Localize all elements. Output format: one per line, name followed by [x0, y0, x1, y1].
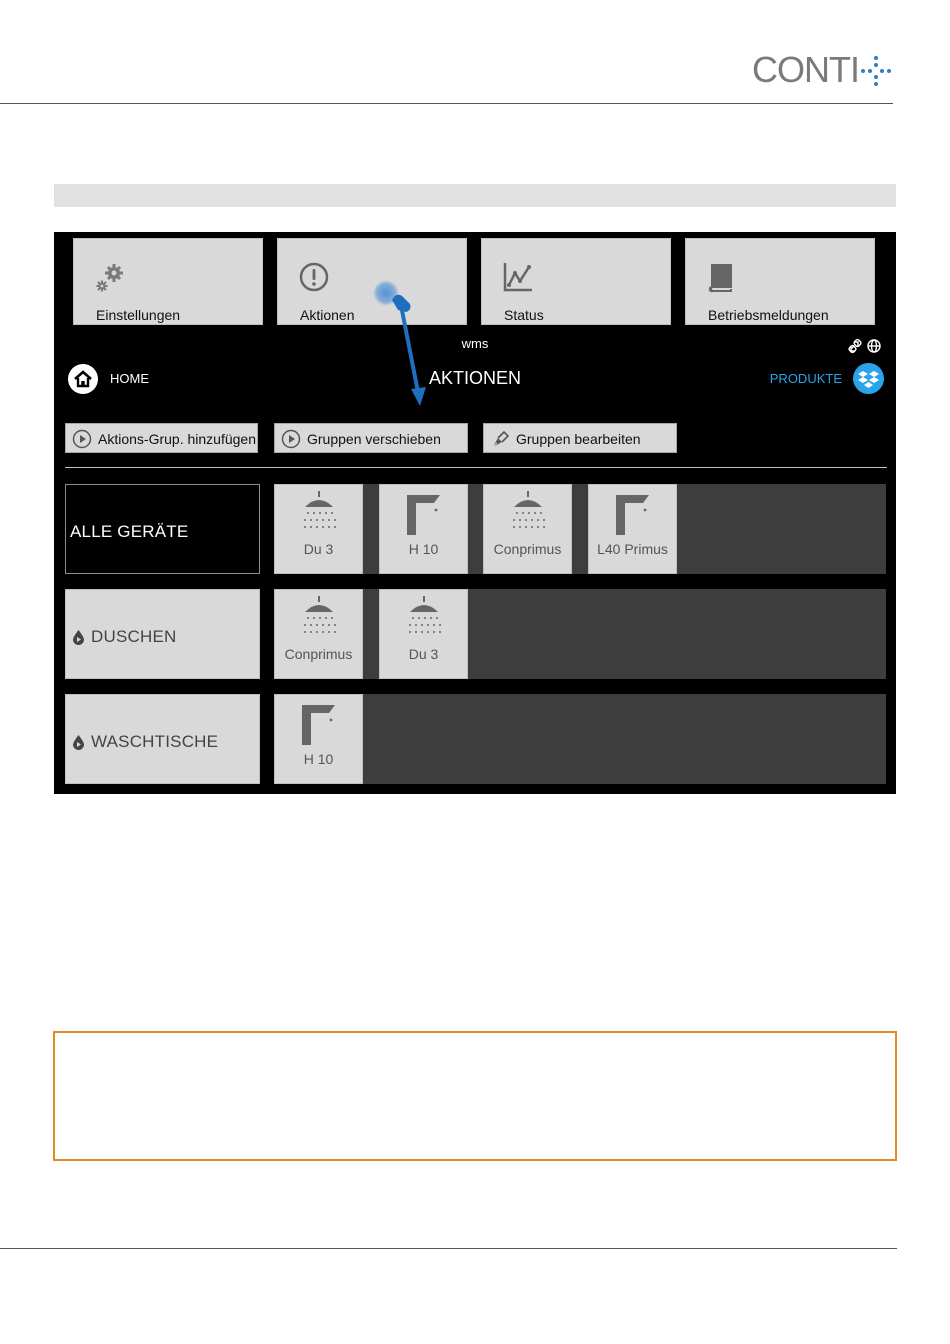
button-label: Aktions-Grup. hinzufügen — [98, 431, 256, 447]
divider — [65, 467, 887, 468]
group-label: WASCHTISCHE — [91, 732, 219, 751]
header-rule — [0, 103, 893, 104]
group-waschtische[interactable] — [65, 694, 260, 784]
logo-plus-icon — [861, 56, 891, 86]
drop-icon — [72, 629, 85, 645]
drop-icon — [72, 734, 85, 750]
group-label: ALLE GERÄTE — [70, 522, 189, 541]
book-icon — [706, 261, 738, 293]
exclamation-circle-icon — [298, 261, 330, 293]
home-label[interactable]: HOME — [110, 371, 149, 386]
device-label: L40 Primus — [597, 541, 668, 557]
nav-tile-einstellungen[interactable] — [73, 238, 263, 325]
line-chart-icon — [502, 261, 534, 293]
group-row — [274, 484, 886, 574]
group-row — [274, 694, 886, 784]
device-tile[interactable] — [379, 484, 468, 574]
conti-logo — [752, 49, 891, 90]
group-label: DUSCHEN — [91, 627, 177, 646]
pen-icon — [490, 429, 510, 449]
app-title: wms — [461, 336, 489, 351]
nav-tile-aktionen[interactable] — [277, 238, 467, 325]
nav-tile-label: Status — [504, 307, 544, 323]
device-label: Conprimus — [493, 541, 562, 557]
app-screenshot — [54, 232, 896, 794]
faucet-icon — [404, 491, 444, 535]
faucet-icon — [299, 701, 339, 745]
device-tile[interactable] — [379, 589, 468, 679]
group-alle-geraete[interactable] — [65, 484, 260, 574]
products-label[interactable]: PRODUKTE — [769, 371, 842, 386]
products-button[interactable] — [853, 363, 884, 394]
shower-icon — [299, 491, 339, 535]
nav-tile-betriebsmeldungen[interactable] — [685, 238, 875, 325]
device-tile[interactable] — [274, 484, 363, 574]
link-globe-icon[interactable] — [848, 338, 882, 354]
play-circle-icon — [281, 429, 301, 449]
device-tile[interactable] — [483, 484, 572, 574]
page-title: AKTIONEN — [428, 368, 521, 388]
device-tile[interactable] — [588, 484, 677, 574]
add-action-group-button[interactable] — [65, 423, 258, 453]
device-label: H 10 — [303, 751, 334, 767]
footer-rule — [0, 1248, 897, 1249]
group-duschen[interactable] — [65, 589, 260, 679]
nav-tile-status[interactable] — [481, 238, 671, 325]
move-groups-button[interactable] — [274, 423, 468, 453]
play-circle-icon — [72, 429, 92, 449]
nav-tile-label: Einstellungen — [96, 307, 181, 323]
gears-icon — [94, 261, 126, 293]
device-label: H 10 — [408, 541, 439, 557]
shower-icon — [508, 491, 548, 535]
group-row — [274, 589, 886, 679]
logo-text: CONTI — [752, 49, 859, 90]
nav-tile-label: Betriebsmeldungen — [708, 307, 829, 323]
button-label: Gruppen bearbeiten — [516, 431, 641, 447]
shower-icon — [404, 596, 444, 640]
device-label: Du 3 — [303, 541, 334, 557]
dropbox-icon — [853, 363, 884, 394]
note-box — [53, 1031, 897, 1161]
device-label: Conprimus — [284, 646, 353, 662]
device-tile[interactable] — [274, 589, 363, 679]
nav-tile-label: Aktionen — [300, 307, 355, 323]
device-tile[interactable] — [274, 694, 363, 784]
shower-icon — [299, 596, 339, 640]
faucet-icon — [613, 491, 653, 535]
section-bar — [54, 184, 896, 207]
button-label: Gruppen verschieben — [307, 431, 441, 447]
device-label: Du 3 — [408, 646, 439, 662]
edit-groups-button[interactable] — [483, 423, 677, 453]
